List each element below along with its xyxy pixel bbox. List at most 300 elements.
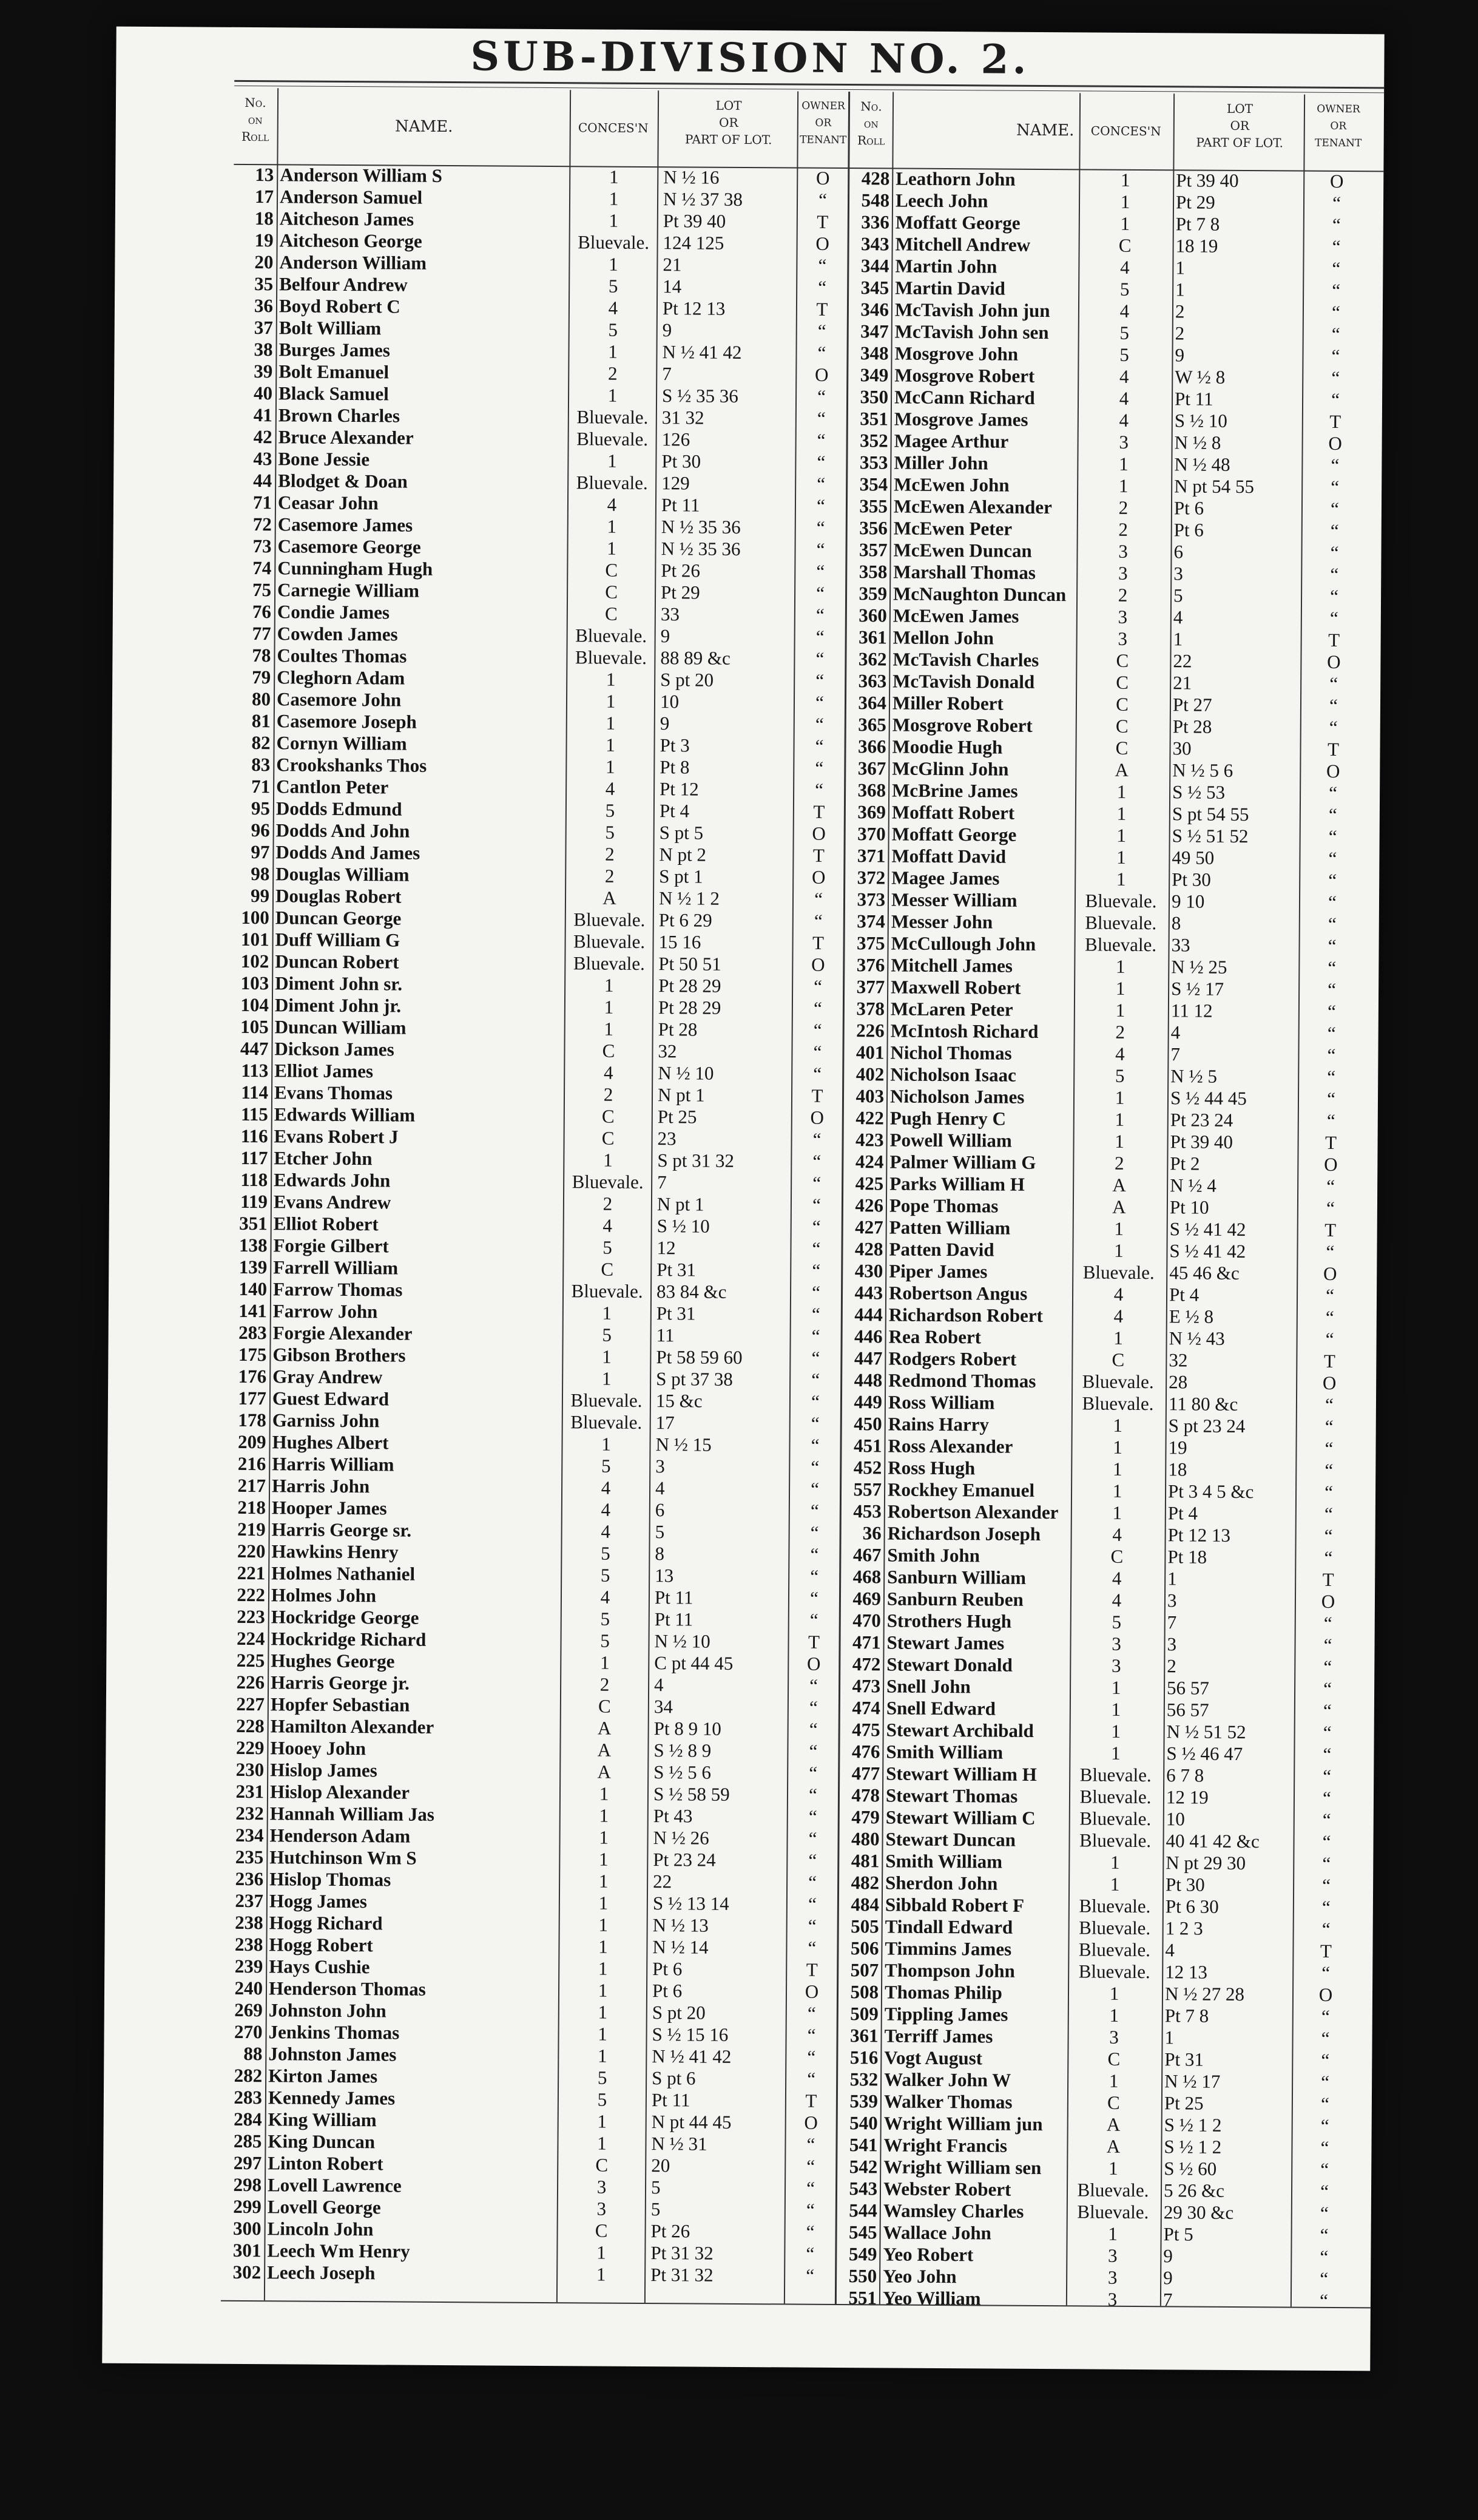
- owner-tenant-cell: “: [816, 560, 825, 582]
- name-cell: Anderson William: [279, 251, 427, 274]
- name-cell: Stewart Archibald: [886, 1719, 1034, 1741]
- concession-cell: C: [605, 581, 618, 603]
- roll-number: 375: [856, 932, 885, 954]
- table-row: [223, 1977, 837, 2003]
- table-row: [224, 1693, 839, 1719]
- concession-cell: 1: [598, 1914, 609, 1936]
- lot-cell: N ½ 10: [658, 1062, 714, 1084]
- concession-cell: C: [1116, 649, 1129, 671]
- roll-number: 141: [238, 1299, 267, 1322]
- roll-number: 481: [851, 1850, 880, 1872]
- table-row: [231, 557, 845, 583]
- lot-cell: S pt 54 55: [1172, 803, 1249, 825]
- owner-tenant-cell: “: [1320, 2180, 1329, 2202]
- owner-tenant-cell: T: [1323, 1350, 1335, 1372]
- lot-cell: 28: [1169, 1371, 1188, 1393]
- table-row: [839, 1894, 1373, 1919]
- lot-cell: S ½ 51 52: [1172, 825, 1249, 847]
- concession-cell: 2: [1115, 1152, 1124, 1174]
- table-row: [840, 1806, 1374, 1831]
- owner-tenant-cell: “: [806, 2177, 815, 2199]
- owner-tenant-cell: “: [814, 975, 823, 997]
- header-roll-line1: No.: [245, 95, 266, 110]
- concession-cell: A: [1106, 2113, 1121, 2135]
- roll-number: 453: [853, 1500, 882, 1522]
- concession-cell: 4: [607, 493, 617, 515]
- name-cell: Martin John: [895, 255, 997, 277]
- table-row: [839, 1915, 1373, 1940]
- concession-cell: 5: [597, 2088, 607, 2110]
- owner-tenant-cell: O: [1329, 170, 1344, 192]
- table-row: [840, 1763, 1374, 1787]
- table-row: [838, 2047, 1372, 2071]
- table-row: [227, 1300, 841, 1326]
- table-row: [228, 1191, 842, 1216]
- owner-tenant-cell: “: [814, 888, 823, 910]
- name-cell: Tindall Edward: [885, 1915, 1013, 1938]
- roll-number: 424: [855, 1151, 884, 1173]
- concession-cell: 5: [602, 1236, 612, 1258]
- concession-cell: 1: [606, 668, 616, 690]
- owner-tenant-cell: “: [808, 1827, 817, 1849]
- concession-cell: 1: [598, 1957, 608, 1979]
- owner-tenant-cell: “: [1319, 2289, 1328, 2311]
- lot-cell: N ½ 35 36: [661, 538, 741, 560]
- roll-number: 360: [859, 605, 887, 626]
- name-cell: Forgie Gilbert: [273, 1235, 389, 1257]
- roll-number: 219: [237, 1518, 266, 1540]
- lot-cell: 9: [1163, 2267, 1173, 2289]
- concession-cell: 2: [1118, 496, 1129, 518]
- concession-cell: 1: [607, 515, 617, 537]
- lot-cell: Pt 11: [661, 494, 700, 516]
- owner-tenant-cell: “: [809, 1718, 818, 1740]
- owner-tenant-cell: “: [809, 1740, 818, 1762]
- owner-tenant-cell: “: [1329, 694, 1338, 716]
- table-row: [846, 736, 1380, 760]
- name-cell: Dickson James: [274, 1038, 394, 1060]
- table-row: [848, 364, 1382, 389]
- concession-cell: C: [1107, 2092, 1120, 2113]
- table-row: [232, 382, 846, 408]
- table-row: [842, 1347, 1376, 1372]
- table-row: [226, 1475, 840, 1500]
- name-cell: Holmes John: [271, 1584, 377, 1607]
- concession-cell: 1: [1108, 2070, 1119, 2092]
- roll-number: 83: [251, 754, 271, 776]
- owner-tenant-cell: “: [1324, 1394, 1334, 1415]
- lot-cell: Pt 4: [659, 800, 690, 822]
- owner-tenant-cell: “: [1321, 2027, 1330, 2049]
- table-row: [225, 1584, 839, 1610]
- table-row: [223, 1912, 837, 1937]
- owner-tenant-cell: T: [1320, 1940, 1332, 1962]
- table-row: [226, 1519, 840, 1544]
- name-cell: Moodie Hugh: [892, 736, 1003, 758]
- owner-tenant-cell: “: [1320, 2202, 1329, 2224]
- table-row: [845, 910, 1379, 935]
- lot-cell: 32: [658, 1040, 677, 1062]
- roll-number: 240: [234, 1977, 263, 1999]
- table-row: [846, 823, 1380, 848]
- header-roll-line1: No.: [860, 99, 882, 114]
- name-cell: Martin David: [895, 277, 1005, 299]
- left-table-body: [221, 164, 848, 2287]
- roll-number: 113: [241, 1059, 269, 1082]
- name-cell: Guest Edward: [272, 1387, 390, 1410]
- lot-cell: S pt 23 24: [1168, 1415, 1246, 1437]
- roll-number: 285: [233, 2130, 262, 2152]
- roll-number: 451: [853, 1435, 882, 1457]
- concession-cell: Bluevale.: [572, 1171, 644, 1193]
- owner-tenant-cell: “: [806, 2221, 815, 2243]
- table-row: [228, 1038, 842, 1063]
- table-row: [847, 583, 1381, 608]
- concession-cell: 1: [603, 1149, 613, 1171]
- owner-tenant-cell: “: [1322, 1831, 1331, 1852]
- roll-number: 37: [254, 317, 273, 339]
- table-row: [848, 452, 1382, 476]
- concession-cell: Bluevale.: [573, 952, 645, 975]
- lot-cell: 2: [1167, 1655, 1176, 1677]
- name-cell: Bolt William: [278, 317, 382, 339]
- concession-cell: Bluevale.: [576, 406, 649, 428]
- header-owner-line3: TENANT: [1315, 137, 1362, 150]
- roll-number: 478: [851, 1784, 880, 1806]
- page-title: SUB-DIVISION NO. 2.: [470, 32, 1030, 83]
- name-cell: Nicholson Isaac: [890, 1063, 1016, 1086]
- table-row: [225, 1562, 839, 1588]
- concession-cell: 1: [1116, 846, 1126, 868]
- concession-cell: C: [1112, 1349, 1125, 1370]
- owner-tenant-cell: “: [1328, 978, 1337, 1000]
- concession-cell: Bluevale.: [573, 909, 646, 931]
- right-header-roll: [850, 98, 893, 149]
- lot-cell: 129: [661, 472, 690, 494]
- lot-cell: Pt 8: [660, 756, 690, 778]
- roll-number: 354: [859, 473, 888, 495]
- lot-cell: Pt 12 13: [662, 297, 726, 319]
- table-row: [227, 1235, 841, 1260]
- owner-tenant-cell: “: [1331, 367, 1340, 388]
- concession-cell: 1: [1116, 802, 1127, 824]
- roll-number: 426: [855, 1194, 884, 1216]
- concession-cell: 1: [598, 1979, 608, 2001]
- concession-cell: 1: [1111, 1676, 1121, 1698]
- owner-tenant-cell: “: [1328, 957, 1337, 978]
- right-header-owner: [1305, 101, 1372, 152]
- name-cell: Diment John jr.: [274, 994, 402, 1017]
- owner-tenant-cell: “: [809, 1762, 818, 1784]
- lot-cell: Pt 6: [1173, 519, 1204, 541]
- lot-cell: Pt 39 40: [1176, 169, 1239, 191]
- concession-cell: Bluevale.: [578, 231, 650, 254]
- owner-tenant-cell: “: [1321, 2071, 1330, 2093]
- roll-number: 446: [854, 1326, 883, 1347]
- concession-cell: C: [1115, 737, 1129, 759]
- name-cell: Moffatt George: [891, 823, 1017, 845]
- concession-cell: 4: [1112, 1567, 1122, 1589]
- lot-cell: 21: [663, 254, 682, 276]
- name-cell: Cunningham Hugh: [277, 557, 433, 580]
- roll-number: 73: [252, 535, 272, 557]
- table-row: [843, 1194, 1377, 1219]
- name-cell: Jenkins Thomas: [268, 2021, 400, 2044]
- table-row: [232, 492, 846, 517]
- concession-cell: 4: [1119, 387, 1129, 409]
- roll-number: 78: [252, 645, 271, 666]
- concession-cell: 1: [599, 1651, 610, 1673]
- concession-cell: 3: [1112, 1633, 1121, 1655]
- concession-cell: 1: [1110, 1851, 1120, 1873]
- lot-cell: 2: [1175, 300, 1185, 322]
- roll-number: 229: [235, 1736, 265, 1759]
- owner-tenant-cell: “: [1326, 1284, 1335, 1306]
- name-cell: Hays Cushie: [269, 1956, 370, 1978]
- table-row: [221, 2130, 835, 2156]
- name-cell: Miller John: [894, 452, 988, 474]
- name-cell: Dodds And James: [275, 841, 420, 864]
- lot-cell: N ½ 51 52: [1166, 1721, 1246, 1743]
- owner-tenant-cell: “: [812, 1172, 822, 1194]
- lot-cell: Pt 23 24: [1170, 1109, 1233, 1131]
- lot-cell: N pt 29 30: [1166, 1852, 1246, 1874]
- header-lot-line2: OR: [719, 115, 738, 130]
- table-row: [221, 2218, 835, 2243]
- lot-cell: 9: [660, 713, 670, 734]
- roll-number: 98: [251, 863, 270, 885]
- concession-cell: C: [601, 1127, 615, 1149]
- roll-number: 557: [853, 1478, 882, 1500]
- owner-tenant-cell: “: [811, 1390, 820, 1412]
- table-row: [222, 2021, 836, 2047]
- table-row: [838, 2068, 1372, 2093]
- table-row: [842, 1478, 1375, 1503]
- owner-tenant-cell: “: [1327, 1066, 1336, 1088]
- owner-tenant-cell: O: [1322, 1372, 1337, 1394]
- lot-cell: 9: [662, 319, 672, 341]
- table-row: [848, 495, 1382, 520]
- name-cell: Pugh Henry C: [889, 1107, 1007, 1130]
- lot-cell: 18 19: [1175, 235, 1218, 257]
- left-header-lot: [659, 97, 799, 148]
- name-cell: Leathorn John: [896, 168, 1016, 190]
- concession-cell: 1: [604, 974, 614, 996]
- name-cell: Stewart Donald: [886, 1653, 1013, 1676]
- concession-cell: Bluevale.: [570, 1411, 643, 1433]
- lot-cell: N ½ 48: [1174, 453, 1230, 475]
- concession-cell: Bluevale.: [1079, 1895, 1151, 1917]
- lot-cell: 4: [655, 1477, 665, 1499]
- roll-number: 80: [251, 688, 271, 710]
- concession-cell: 5: [601, 1455, 611, 1477]
- concession-cell: 1: [597, 2110, 607, 2132]
- table-row: [222, 2065, 836, 2090]
- lot-cell: S ½ 1 2: [1164, 2136, 1222, 2158]
- lot-cell: 45 46 &c: [1169, 1262, 1240, 1284]
- lot-cell: 29 30 &c: [1163, 2201, 1234, 2223]
- concession-cell: 5: [602, 1324, 612, 1346]
- roll-number: 505: [851, 1915, 879, 1937]
- roll-number: 353: [859, 452, 888, 473]
- concession-cell: C: [604, 603, 618, 625]
- roll-number: 484: [851, 1894, 880, 1915]
- table-row: [226, 1344, 840, 1369]
- table-row: [843, 1129, 1377, 1154]
- concession-cell: A: [597, 1739, 612, 1761]
- owner-tenant-cell: “: [808, 1893, 817, 1915]
- roll-number: 428: [861, 168, 890, 189]
- lot-cell: Pt 11: [654, 1608, 693, 1630]
- name-cell: Hislop Thomas: [269, 1868, 391, 1891]
- concession-cell: 1: [1115, 977, 1125, 999]
- owner-tenant-cell: “: [806, 2133, 815, 2155]
- table-row: [230, 732, 844, 757]
- lot-cell: 12 13: [1165, 1961, 1208, 1983]
- owner-tenant-cell: “: [811, 1478, 820, 1500]
- name-cell: Stewart Duncan: [885, 1828, 1016, 1851]
- concession-cell: C: [1110, 1545, 1124, 1567]
- concession-cell: A: [1112, 1174, 1126, 1196]
- name-cell: Coultes Thomas: [277, 645, 407, 667]
- lot-cell: Pt 6 30: [1165, 1895, 1219, 1917]
- roll-number: 549: [848, 2243, 877, 2265]
- roll-number: 352: [860, 430, 888, 452]
- roll-number: 231: [235, 1780, 265, 1803]
- table-row: [846, 801, 1380, 826]
- lot-cell: 1 2 3: [1165, 1917, 1203, 1939]
- name-cell: Hogg Robert: [269, 1934, 373, 1956]
- owner-tenant-cell: “: [1323, 1678, 1332, 1699]
- concession-cell: 1: [609, 188, 619, 209]
- owner-tenant-cell: “: [1326, 1109, 1335, 1131]
- roll-number: 362: [858, 648, 887, 670]
- roll-number: 17: [254, 186, 274, 208]
- owner-tenant-cell: “: [808, 1871, 817, 1893]
- owner-tenant-cell: “: [813, 997, 822, 1019]
- table-row: [846, 648, 1380, 673]
- name-cell: King William: [268, 2108, 377, 2131]
- concession-cell: 2: [599, 1673, 610, 1695]
- table-row: [232, 404, 846, 430]
- name-cell: Bolt Emanuel: [278, 361, 390, 383]
- name-cell: Leech Wm Henry: [267, 2240, 410, 2262]
- name-cell: Hutchinson Wm S: [269, 1846, 417, 1869]
- owner-tenant-cell: “: [1324, 1437, 1334, 1459]
- name-cell: Douglas William: [275, 863, 410, 886]
- name-cell: Rea Robert: [888, 1326, 982, 1348]
- concession-cell: Bluevale.: [1079, 1764, 1152, 1786]
- concession-cell: 4: [601, 1520, 611, 1542]
- roll-number: 99: [250, 885, 270, 907]
- owner-tenant-cell: “: [1331, 301, 1340, 323]
- roll-number: 227: [236, 1693, 265, 1715]
- name-cell: Mosgrove James: [894, 408, 1028, 430]
- roll-number: 452: [853, 1457, 882, 1478]
- name-cell: Gibson Brothers: [272, 1344, 406, 1366]
- lot-cell: 7: [1167, 1611, 1177, 1633]
- roll-number: 95: [251, 798, 271, 819]
- concession-cell: 5: [600, 1564, 610, 1586]
- concession-cell: 1: [607, 537, 616, 559]
- concession-cell: Bluevale.: [1084, 933, 1157, 956]
- concession-cell: 5: [597, 2067, 607, 2088]
- roll-number: 38: [254, 339, 273, 361]
- table-row: [222, 2108, 836, 2134]
- name-cell: Ross Hugh: [888, 1457, 976, 1479]
- name-cell: Black Samuel: [278, 382, 389, 405]
- concession-cell: 1: [598, 1936, 608, 1957]
- name-cell: Carnegie William: [277, 579, 420, 601]
- name-cell: Casemore George: [277, 535, 421, 558]
- lot-cell: N ½ 13: [652, 1914, 709, 1936]
- table-row: [234, 208, 848, 233]
- name-cell: Duncan George: [275, 907, 402, 929]
- name-cell: Wamsley Charles: [883, 2200, 1024, 2222]
- lot-cell: S ½ 13 14: [652, 1892, 729, 1914]
- table-row: [224, 1628, 839, 1653]
- name-cell: Lovell George: [267, 2196, 381, 2218]
- concession-cell: 1: [606, 712, 616, 734]
- roll-number: 365: [858, 714, 886, 736]
- roll-number: 477: [851, 1763, 880, 1784]
- name-cell: Mosgrove John: [894, 342, 1019, 365]
- owner-tenant-cell: “: [1328, 891, 1337, 913]
- concession-cell: 1: [1111, 1742, 1121, 1764]
- table-row: [223, 1824, 837, 1850]
- owner-tenant-cell: “: [1329, 607, 1338, 629]
- concession-cell: Bluevale.: [1079, 1786, 1152, 1808]
- concession-cell: 5: [1119, 344, 1129, 365]
- name-cell: Magee Arthur: [894, 430, 1009, 452]
- table-row: [848, 430, 1382, 455]
- table-row: [844, 1042, 1378, 1066]
- lot-cell: N ½ 16: [663, 166, 720, 188]
- owner-tenant-cell: “: [812, 1281, 821, 1303]
- roll-number: 475: [852, 1719, 880, 1741]
- lot-cell: 4: [653, 1674, 664, 1696]
- name-cell: Farrell William: [273, 1256, 399, 1279]
- concession-cell: 3: [1118, 606, 1128, 628]
- owner-tenant-cell: “: [1332, 192, 1341, 214]
- owner-tenant-cell: “: [808, 1915, 817, 1937]
- concession-cell: 1: [598, 1848, 609, 1870]
- name-cell: McEwen Alexander: [893, 495, 1052, 518]
- lot-cell: 9: [660, 625, 670, 647]
- roll-number: 401: [855, 1042, 885, 1063]
- table-row: [229, 972, 843, 998]
- name-cell: Parks William H: [889, 1173, 1025, 1195]
- concession-cell: 1: [604, 996, 614, 1018]
- name-cell: Wright William jun: [883, 2112, 1043, 2135]
- name-cell: Thompson John: [885, 1959, 1015, 1982]
- name-cell: Mitchell James: [891, 954, 1013, 977]
- roll-number: 473: [852, 1675, 881, 1697]
- concession-cell: 4: [600, 1586, 610, 1608]
- owner-tenant-cell: “: [1323, 1699, 1332, 1721]
- right-header-conc: CONCES'N: [1090, 123, 1161, 139]
- roll-number: 367: [857, 757, 886, 779]
- name-cell: Mosgrove Robert: [892, 714, 1033, 736]
- concession-cell: Bluevale.: [576, 428, 649, 450]
- roll-number: 355: [859, 495, 888, 517]
- name-cell: Cowden James: [277, 623, 398, 645]
- table-row: [230, 776, 844, 801]
- owner-tenant-cell: “: [810, 1522, 819, 1543]
- header-lot-line1: LOT: [715, 98, 742, 113]
- lot-cell: 3: [1173, 563, 1183, 584]
- concession-cell: 5: [600, 1630, 610, 1651]
